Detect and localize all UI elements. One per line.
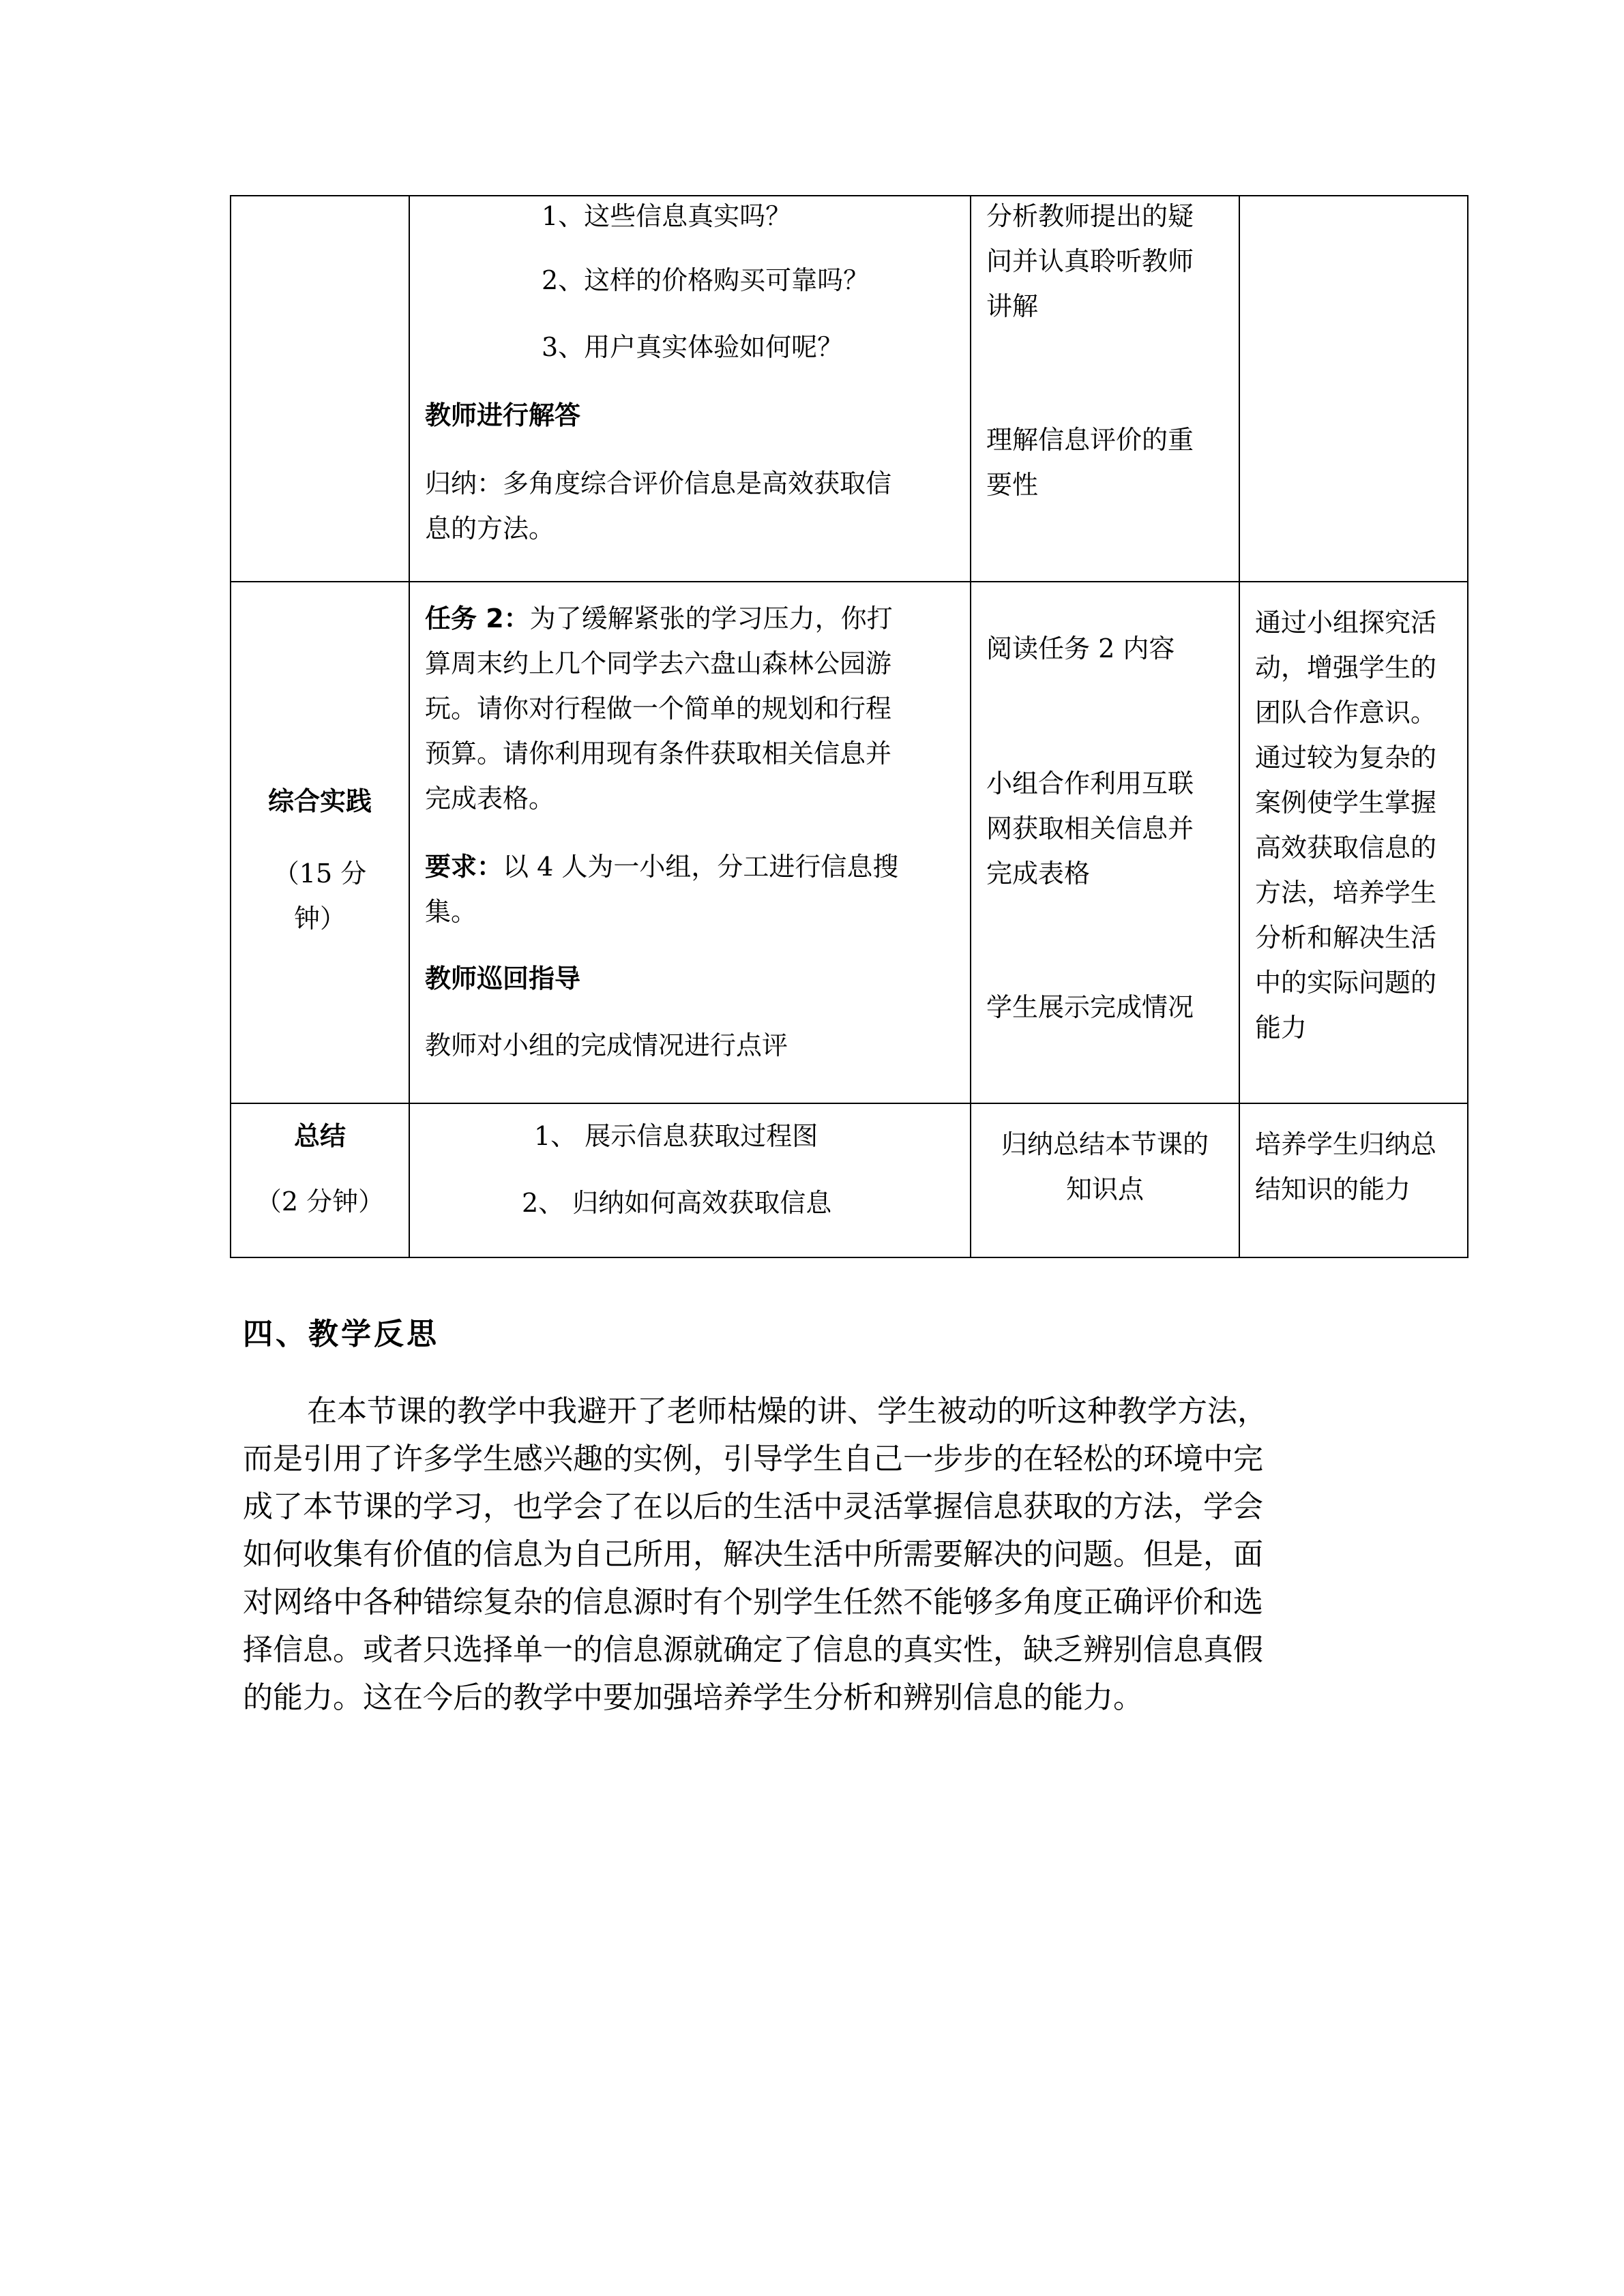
phase-cell: [231, 582, 409, 1103]
summary-item: 2、 归纳如何高效获取信息: [522, 1188, 832, 1218]
student-text: 完成表格: [986, 859, 1091, 889]
phase-cell: [231, 196, 409, 582]
phase-name: 总结: [293, 1121, 346, 1151]
teacher-answer-label: 教师进行解答: [425, 400, 581, 430]
summary-line: 归纳：多角度综合评价信息是高效获取信: [425, 468, 892, 498]
intent-text: 培养学生归纳总: [1255, 1129, 1437, 1159]
question-item: 1、这些信息真实吗？: [542, 201, 792, 231]
reflection-line: 的能力。这在今后的教学中要加强培养学生分析和辨别信息的能力。: [243, 1680, 1143, 1715]
question-item: 3、用户真实体验如何呢？: [542, 332, 844, 362]
reflection-line: 在本节课的教学中我避开了老师枯燥的讲、学生被动的听这种教学方法，: [307, 1394, 1267, 1429]
teacher-guide-text: 教师对小组的完成情况进行点评: [425, 1030, 788, 1060]
reflection-line: 择信息。或者只选择单一的信息源就确定了信息的真实性，缺乏辨别信息真假: [243, 1632, 1263, 1667]
intent-text: 通过较为复杂的: [1255, 743, 1437, 773]
student-activity-cell: [971, 582, 1239, 1103]
intent-text: 结知识的能力: [1255, 1174, 1411, 1204]
intent-text: 案例使学生掌握: [1255, 788, 1437, 818]
phase-time: 钟）: [293, 904, 346, 934]
reflection-line: 成了本节课的学习，也学会了在以后的生活中灵活掌握信息获取的方法，学会: [243, 1489, 1263, 1524]
teacher-activity-cell: [409, 582, 971, 1103]
intent-text: 方法，培养学生: [1255, 878, 1437, 908]
requirement-line: 要求：以 4 人为一小组，分工进行信息搜: [425, 852, 899, 882]
reflection-line: 对网络中各种错综复杂的信息源时有个别学生任然不能够多角度正确评价和选: [243, 1585, 1263, 1620]
phase-time: （15 分: [273, 859, 367, 889]
student-activity-cell: [971, 1103, 1239, 1257]
teacher-guide-label: 教师巡回指导: [425, 964, 581, 994]
intent-text: 中的实际问题的: [1255, 968, 1437, 998]
intent-text: 通过小组探究活: [1255, 608, 1437, 638]
intent-text: 团队合作意识。: [1255, 698, 1437, 728]
task-line: 完成表格。: [425, 784, 555, 814]
student-text: 网获取相关信息并: [986, 814, 1194, 844]
teacher-activity-cell: [409, 1103, 971, 1257]
phase-name: 综合实践: [267, 786, 372, 816]
intent-text: 分析和解决生活: [1255, 923, 1437, 953]
student-activity-cell: [971, 196, 1239, 582]
lesson-plan-table: [230, 195, 1468, 1258]
question-item: 2、这样的价格购买可靠吗？: [542, 265, 870, 295]
intent-text: 动，增强学生的: [1255, 653, 1437, 683]
task-label: 任务 2：: [425, 603, 530, 633]
phase-time: （2 分钟）: [255, 1187, 385, 1217]
student-text: 问并认真聆听教师: [986, 246, 1194, 276]
requirement-line: 集。: [425, 897, 477, 927]
teacher-activity-cell: [409, 196, 971, 582]
task-line: 任务 2：为了缓解紧张的学习压力，你打: [425, 603, 893, 633]
task-line: 玩。请你对行程做一个简单的规划和行程: [425, 694, 892, 724]
intent-text: 能力: [1255, 1013, 1308, 1043]
summary-item: 1、 展示信息获取过程图: [534, 1121, 818, 1151]
table-row: [231, 1103, 1468, 1257]
student-text: 阅读任务 2 内容: [986, 633, 1175, 664]
table-row: [231, 582, 1468, 1103]
requirement-label: 要求：: [425, 852, 503, 882]
intent-cell: [1239, 196, 1468, 582]
intent-cell: [1239, 582, 1468, 1103]
student-text: 归纳总结本节课的: [1001, 1129, 1209, 1159]
student-text: 小组合作利用互联: [986, 769, 1194, 799]
table-row: [231, 196, 1468, 582]
intent-text: 高效获取信息的: [1255, 833, 1437, 863]
student-text: 讲解: [986, 291, 1039, 321]
student-text: 学生展示完成情况: [986, 992, 1194, 1022]
task-line: 预算。请你利用现有条件获取相关信息并: [425, 739, 892, 769]
reflection-line: 如何收集有价值的信息为自己所用，解决生活中所需要解决的问题。但是，面: [243, 1537, 1263, 1572]
section-heading: 四、教学反思: [243, 1317, 439, 1352]
summary-line: 息的方法。: [425, 513, 555, 543]
reflection-line: 而是引用了许多学生感兴趣的实例，引导学生自己一步步的在轻松的环境中完: [243, 1442, 1263, 1476]
student-text: 分析教师提出的疑: [986, 201, 1194, 231]
student-text: 理解信息评价的重: [986, 425, 1194, 455]
intent-cell: [1239, 1103, 1468, 1257]
student-text: 知识点: [1065, 1174, 1144, 1204]
student-text: 要性: [986, 470, 1039, 500]
task-line: 算周末约上几个同学去六盘山森林公园游: [425, 648, 892, 679]
phase-cell: [231, 1103, 409, 1257]
